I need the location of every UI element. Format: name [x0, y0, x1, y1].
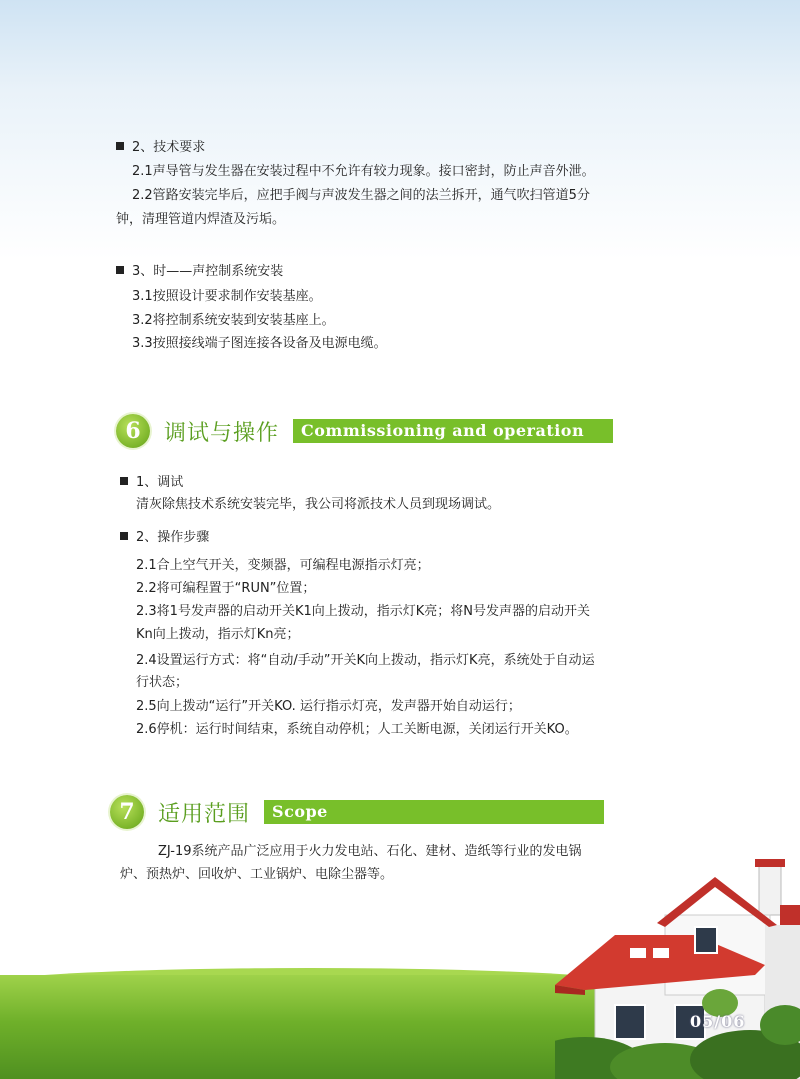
- text-line: 3.1按照设计要求制作安装基座。: [132, 289, 322, 304]
- text-line: 3.2将控制系统安装到安装基座上。: [132, 313, 335, 328]
- house-illustration: [555, 855, 800, 1079]
- section-title: 调试与操作: [164, 420, 280, 446]
- section-6-header: [116, 414, 613, 448]
- text-line: 2.4设置运行方式：将“自动/手动”开关K向上拨动，指示灯K亮，系统处于自动运: [136, 653, 595, 668]
- section-7-header: [110, 795, 604, 829]
- text-line: 2.1合上空气开关，变频器，可编程电源指示灯亮；: [136, 558, 430, 573]
- section-title: 适用范围: [158, 801, 251, 827]
- text-line: 钟，清理管道内焊渣及污垢。: [116, 212, 286, 227]
- text-line: 清灰除焦技术系统安装完毕，我公司将派技术人员到现场调试。: [136, 497, 501, 512]
- heading-control-system-install: 3、时——声控制系统安装: [116, 260, 283, 279]
- page-number: 05/06: [690, 1012, 746, 1031]
- text-line: 行状态；: [136, 675, 189, 690]
- bullet-square-icon: [116, 266, 124, 274]
- bullet-square-icon: [120, 477, 128, 485]
- text-line: 炉、预热炉、回收炉、工业锅炉、电除尘器等。: [120, 867, 394, 882]
- text-line: 2.1声导管与发生器在安装过程中不允许有较力现象。接口密封，防止声音外泄。: [132, 164, 595, 179]
- text-line: 2.6停机：运行时间结束，系统自动停机；人工关断电源，关闭运行开关KO。: [136, 722, 578, 737]
- text-line: 2.2管路安装完毕后，应把手阀与声波发生器之间的法兰拆开，通气吹扫管道5分: [132, 188, 590, 203]
- text-line: 3.3按照接线端子图连接各设备及电源电缆。: [132, 336, 387, 351]
- text-line: ZJ-19系统产品广泛应用于火力发电站、石化、建材、造纸等行业的发电锅: [158, 844, 582, 859]
- text-line: 2.2将可编程置于“RUN”位置；: [136, 581, 316, 596]
- text-line: 2.5向上拨动“运行”开关KO. 运行指示灯亮，发声器开始自动运行；: [136, 699, 521, 714]
- text-line: 2.3将1号发声器的启动开关K1向上拨动，指示灯K亮；将N号发声器的启动开关: [136, 604, 590, 619]
- section-number-badge: 6: [116, 414, 150, 448]
- section-english-title: Scope: [264, 800, 604, 824]
- heading-technical-requirements: 2、技术要求: [116, 136, 205, 155]
- section-english-title: Commissioning and operation: [293, 419, 613, 443]
- bullet-square-icon: [116, 142, 124, 150]
- section-number-badge: 7: [110, 795, 144, 829]
- bullet-square-icon: [120, 532, 128, 540]
- text-line: Kn向上拨动，指示灯Kn亮；: [136, 627, 300, 642]
- heading-commissioning: 1、调试: [120, 471, 183, 490]
- heading-operation-steps: 2、操作步骤: [120, 526, 209, 545]
